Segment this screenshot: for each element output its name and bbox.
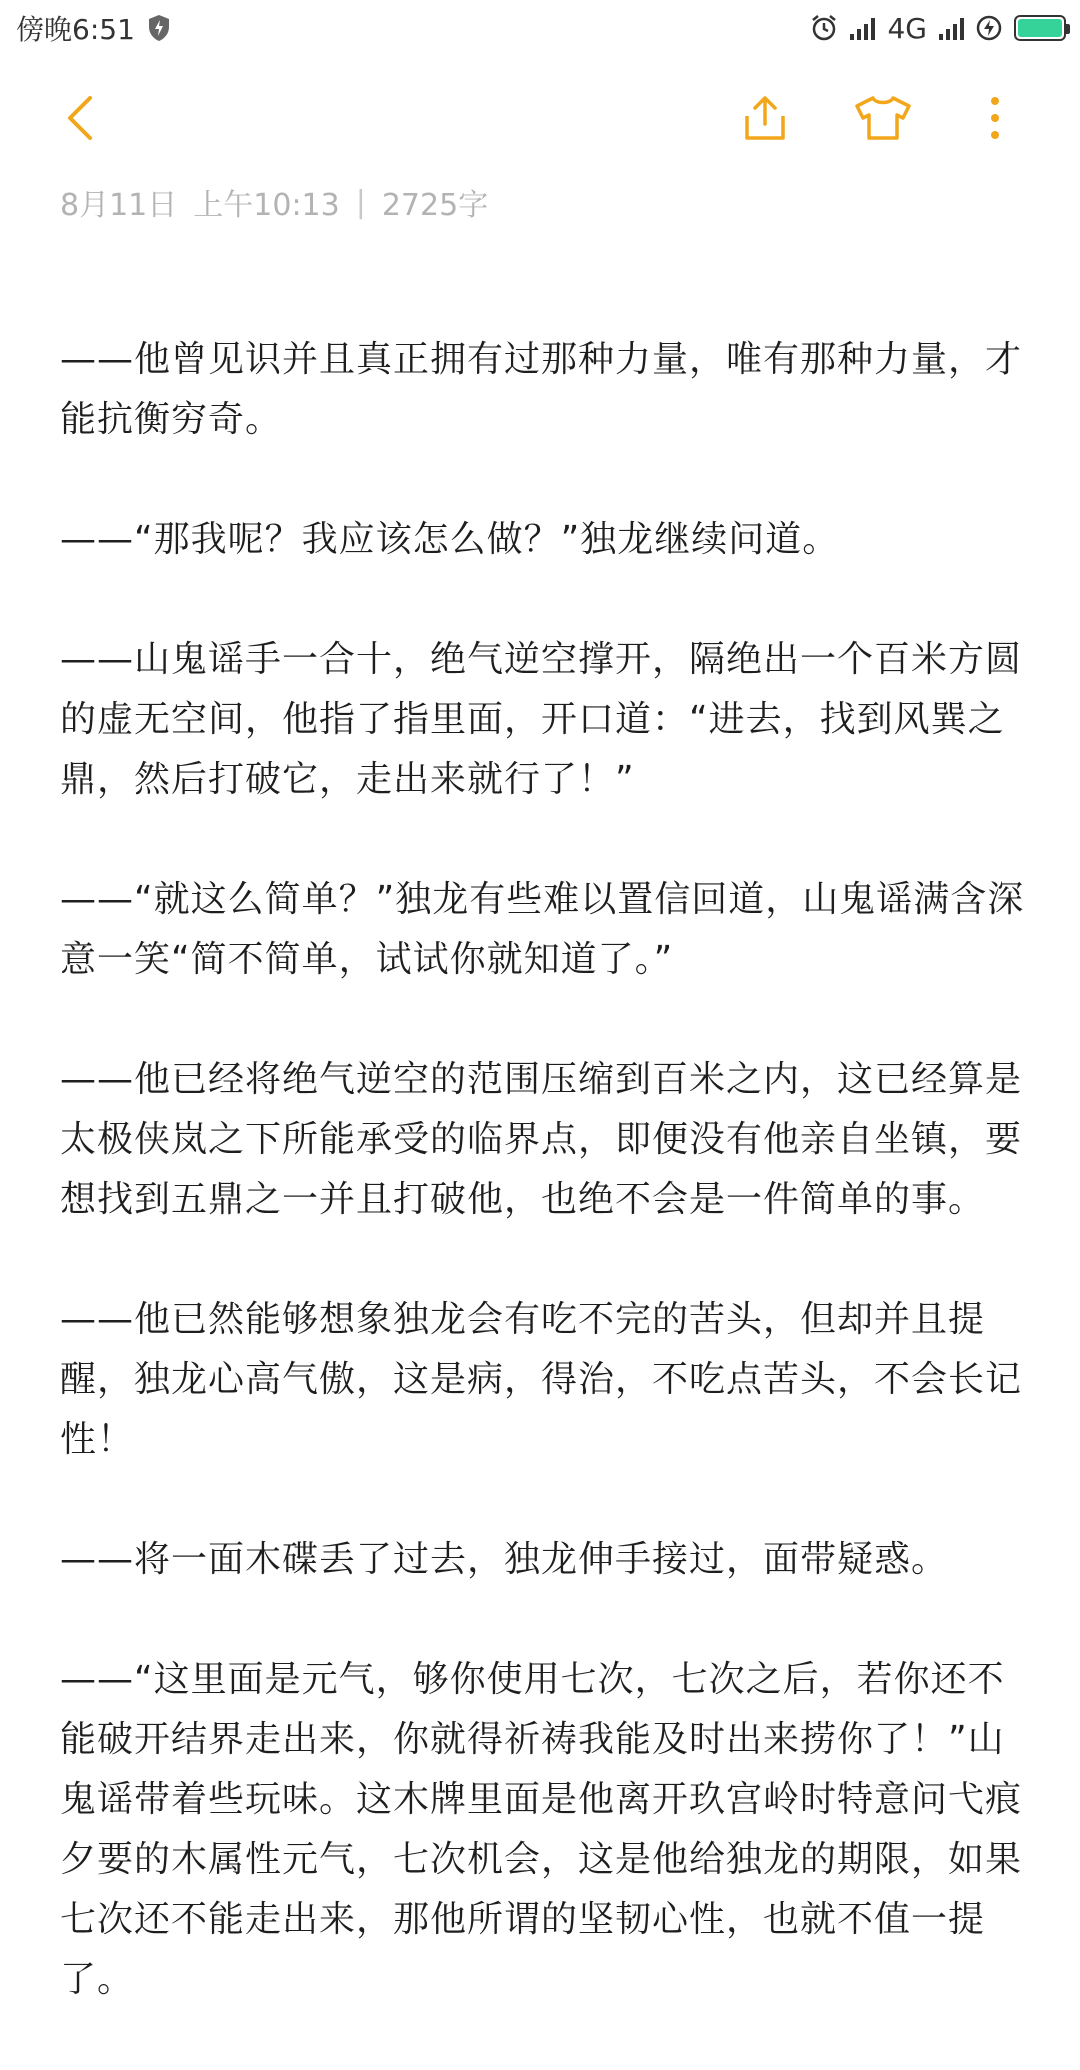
paragraph: ——他已经将绝气逆空的范围压缩到百米之内，这已经算是太极侠岚之下所能承受的临界点，即便没有他亲自坐镇，要想找到五鼎之一并且打破他，也绝不会是一件简单的事。 (60, 1059, 1023, 1220)
paragraph: ——他已然能够想象独龙会有吃不完的苦头，但却并且提醒，独龙心高气傲，这是病，得治，不吃点苦头，不会长记性！ (60, 1299, 1023, 1460)
tshirt-icon (853, 94, 913, 142)
note-time: 上午10:13 (193, 188, 340, 223)
paragraph: ——将一面木碟丢了过去，独龙伸手接过，面带疑惑。 (60, 1539, 949, 1580)
signal-icon-2 (939, 16, 964, 40)
paragraph: ——“就这么简单？”独龙有些难以置信回道，山鬼谣满含深意一笑“简不简单，试试你就知道了。” (60, 879, 1025, 980)
network-type: 4G (887, 11, 927, 45)
status-left (16, 8, 171, 48)
note-date: 8月11日 (60, 188, 178, 223)
paragraph: ——“这里面是元气，够你使用七次，七次之后，若你还不能破开结界走出来，你就得祈祷我能及时出来捞你了！”山鬼谣带着些玩味。这木牌里面是他离开玖宫岭时特意问弋痕夕要的木属性元气，七次机会，这是他给独龙的期限，如果七次还不能走出来，那他所谓的坚韧心性，也就不值一提了。 (60, 1659, 1023, 2000)
battery-level (1018, 19, 1062, 37)
charging-icon (976, 15, 1002, 41)
paragraph: ——“那我呢？我应该怎么做？”独龙继续问道。 (60, 519, 840, 560)
battery-icon (1014, 15, 1066, 41)
status-bar (0, 0, 1080, 56)
shield-icon (147, 14, 171, 42)
paragraph: ——山鬼谣手一合十，绝气逆空撑开，隔绝出一个百米方圆的虚无空间，他指了指里面，开口道：“进去，找到风巽之鼎，然后打破它，走出来就行了！” (60, 639, 1023, 800)
chevron-left-icon (62, 94, 98, 142)
toolbar (0, 80, 1080, 160)
meta-separator: | (355, 184, 366, 220)
share-icon (741, 94, 789, 142)
more-vertical-icon (989, 94, 1001, 142)
note-meta (60, 180, 488, 224)
status-time: 傍晚6:51 (16, 13, 135, 46)
paragraph: ——他曾见识并且真正拥有过那种力量，唯有那种力量，才能抗衡穷奇。 (60, 339, 1023, 440)
word-count: 2725字 (381, 188, 489, 223)
note-body[interactable] (60, 330, 1030, 2070)
back-button[interactable] (50, 88, 110, 148)
share-button[interactable] (735, 88, 795, 148)
more-button[interactable] (975, 88, 1015, 148)
status-right (810, 12, 1066, 45)
signal-icon (850, 16, 875, 40)
alarm-icon (810, 14, 838, 42)
theme-button[interactable] (848, 88, 918, 148)
